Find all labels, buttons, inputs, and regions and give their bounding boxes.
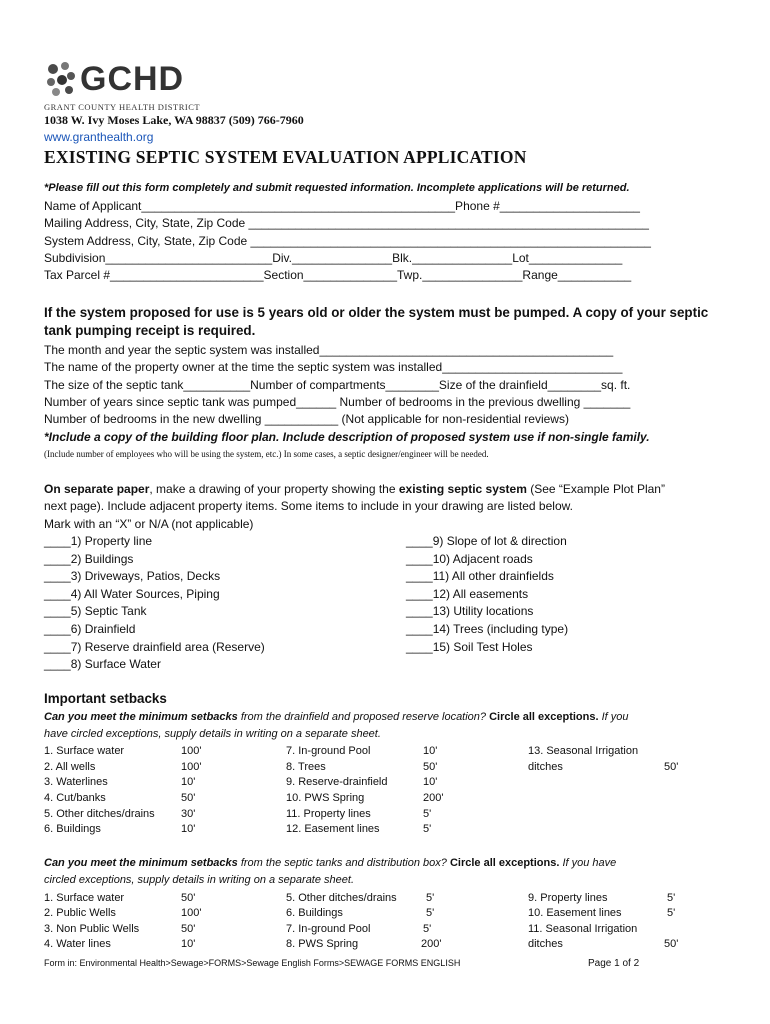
setback-value: 10' [181,938,196,950]
setback-label: 3. Waterlines [44,776,108,788]
setback-value: 5' [426,907,435,919]
setback-value: 5' [423,923,432,935]
page-title: EXISTING SEPTIC SYSTEM EVALUATION APPLICATION [44,147,527,167]
setback-label: 5. Other ditches/drains [286,892,397,904]
install-date-line[interactable]: The month and year the septic system was installed____________________________________________ [44,343,614,357]
q1-bold-italic: Can you meet the minimum setbacks [44,711,238,723]
setback-value: 50' [181,792,196,804]
drawing-mid: , make a drawing of your property showing the [149,482,399,496]
setbacks-question-1-line2: have circled exceptions, supply details in writing on a separate sheet. [44,728,381,740]
system-address-line[interactable]: System Address, City, State, Zip Code ____________________________________________________________ [44,234,651,248]
setbacks-question-2 [44,857,616,869]
pumping-heading-2: tank pumping receipt is required. [44,323,256,338]
checklist-item[interactable]: ____3) Driveways, Patios, Decks [44,569,221,583]
setback-value: 5' [667,907,676,919]
pumping-heading-1: If the system proposed for use is 5 years old or older the system must be pumped. A copy of your septic [44,305,709,320]
form-notice: *Please fill out this form completely and submit requested information. Incomplete applications will be returned. [44,182,630,194]
mailing-address-line[interactable]: Mailing Address, City, State, Zip Code ____________________________________________________________ [44,216,649,230]
setback-label: ditches [528,938,563,950]
q2-italic-b: If you have [559,857,617,869]
checklist-item[interactable]: ____8) Surface Water [44,657,161,671]
website-link[interactable]: www.granthealth.org [44,130,154,144]
setback-label: 12. Easement lines [286,823,380,835]
footer-path: Form in: Environmental Health>Sewage>FORMS>Sewage English Forms>SEWAGE FORMS ENGLISH [44,958,461,968]
setback-label: ditches [528,761,563,773]
checklist-item[interactable]: ____4) All Water Sources, Piping [44,587,220,601]
page-number: Page 1 of 2 [588,958,640,969]
setback-label: 1. Surface water [44,892,125,904]
setback-value: 50' [423,761,438,773]
subdivision-line[interactable]: Subdivision_________________________Div._______________Blk._______________Lot______________ [44,251,623,265]
setback-label: 13. Seasonal Irrigation [528,745,639,757]
setback-label: 2. Public Wells [44,907,116,919]
q1-bold: Circle all exceptions. [489,711,599,723]
setback-value: 50' [664,761,679,773]
setbacks-heading: Important setbacks [44,691,167,706]
checklist-item[interactable]: ____2) Buildings [44,552,134,566]
checklist-item[interactable]: ____13) Utility locations [406,604,534,618]
setbacks-question-1 [44,711,629,723]
checklist-item[interactable]: ____7) Reserve drainfield area (Reserve) [44,640,265,654]
drawing-instructions-line2: next page). Include adjacent property items. Some items to include in your drawing are listed below. [44,499,573,513]
q1-italic-b: If you [598,711,629,723]
q2-italic-a: from the septic tanks and distribution box? [237,857,450,869]
setback-value: 50' [181,892,196,904]
setback-label: 11. Property lines [286,808,371,820]
drawing-bold-b: existing septic system [398,482,527,496]
setback-label: 10. Easement lines [528,907,622,919]
setback-label: 8. Trees [286,761,326,773]
drawing-end: (See “Example Plot Plan” [526,482,665,496]
drawing-instructions-line3: Mark with an “X” or N/A (not applicable) [44,517,254,531]
setback-label: 3. Non Public Wells [44,923,140,935]
setback-value: 10' [423,776,438,788]
original-owner-line[interactable]: The name of the property owner at the time the septic system was installed___________________________ [44,360,623,374]
setback-value: 5' [426,892,435,904]
setback-value: 10' [181,776,196,788]
checklist-item[interactable]: ____9) Slope of lot & direction [406,534,567,548]
tax-parcel-line[interactable]: Tax Parcel #_______________________Section______________Twp._______________Range___________ [44,268,632,282]
setback-label: 8. PWS Spring [286,938,359,950]
q2-bold: Circle all exceptions. [449,857,560,869]
setback-value: 10' [181,823,196,835]
logo-subtitle: GRANT COUNTY HEALTH DISTRICT [44,102,201,112]
checklist-item[interactable]: ____12) All easements [406,587,529,601]
checklist-item[interactable]: ____10) Adjacent roads [406,552,533,566]
checklist-item[interactable]: ____5) Septic Tank [44,604,147,618]
q1-italic-a: from the drainfield and proposed reserve location? [237,711,490,723]
setback-label: 2. All wells [44,761,96,773]
setback-label: 6. Buildings [44,823,101,835]
setback-value: 30' [181,808,196,820]
q2-bold-italic: Can you meet the minimum setbacks [44,857,238,869]
setback-value: 50' [181,923,196,935]
logo-wordmark: GCHD [80,60,185,98]
setback-label: 5. Other ditches/drains [44,808,155,820]
setback-label: 10. PWS Spring [286,792,365,804]
setback-value: 50' [664,938,679,950]
address: 1038 W. Ivy Moses Lake, WA 98837 (509) 766-7960 [44,113,304,127]
applicant-name-line[interactable]: Name of Applicant_______________________________________________Phone #_____________________ [44,199,640,213]
setback-value: 100' [181,745,202,757]
setback-value: 5' [667,892,676,904]
setback-value: 5' [423,823,432,835]
checklist-item[interactable]: ____14) Trees (including type) [406,622,569,636]
setback-value: 200' [421,938,442,950]
setback-value: 10' [423,745,438,757]
setback-value: 100' [181,761,202,773]
setback-label: 6. Buildings [286,907,343,919]
setback-label: 11. Seasonal Irrigation [528,923,638,935]
setback-label: 7. In-ground Pool [286,923,371,935]
drawing-instructions-line1 [44,482,665,496]
checklist-item[interactable]: ____15) Soil Test Holes [406,640,533,654]
setback-label: 1. Surface water [44,745,125,757]
checklist-item[interactable]: ____11) All other drainfields [406,569,554,583]
years-pumped-line[interactable]: Number of years since septic tank was pumped______ Number of bedrooms in the previous dwelling _______ [44,395,631,409]
checklist-item[interactable]: ____6) Drainfield [44,622,136,636]
setback-label: 4. Water lines [44,938,111,950]
drawing-bold-a: On separate paper [44,482,150,496]
floor-plan-note: *Include a copy of the building floor plan. Include description of proposed system use if non-single family. [44,430,650,444]
new-bedrooms-line[interactable]: Number of bedrooms in the new dwelling ___________ (Not applicable for non-residential reviews) [44,412,569,426]
setback-value: 200' [423,792,444,804]
setback-value: 5' [423,808,432,820]
setback-label: 7. In-ground Pool [286,745,371,757]
tank-size-line[interactable]: The size of the septic tank__________Number of compartments________Size of the drainfield________sq. ft. [44,378,631,392]
setback-value: 100' [181,907,202,919]
setback-label: 9. Reserve-drainfield [286,776,388,788]
checklist-item[interactable]: ____1) Property line [44,534,153,548]
employees-note: (Include number of employees who will be using the system, etc.) In some cases, a septic designer/engineer will be needed. [44,449,489,459]
setback-label: 4. Cut/banks [44,792,106,804]
gchd-logo-icon [44,60,78,100]
setbacks-question-2-line2: circled exceptions, supply details in writing on a separate sheet. [44,874,355,886]
setback-label: 9. Property lines [528,892,608,904]
